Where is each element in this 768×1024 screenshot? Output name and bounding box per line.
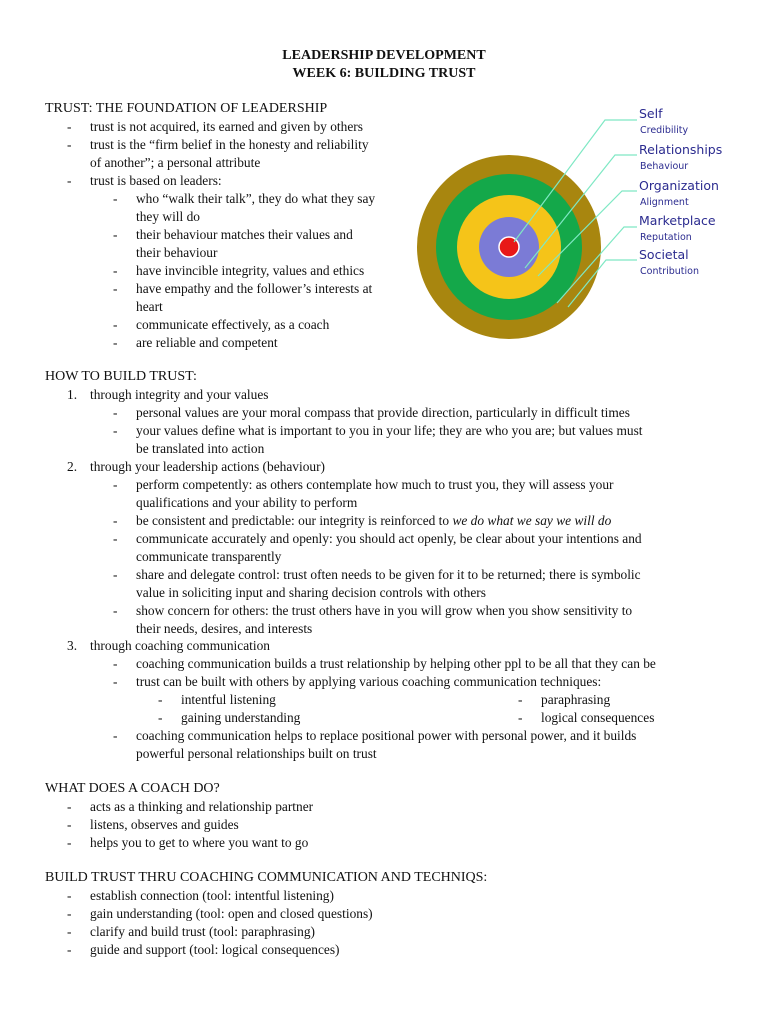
- list-item-line: coaching communication helps to replace positional power with personal power, and it builds: [136, 728, 637, 743]
- list-item-line: qualifications and your ability to perform: [136, 494, 358, 510]
- numbered-item-text: through your leadership actions (behaviour): [90, 459, 326, 474]
- bullet-dash: -: [67, 799, 72, 814]
- item-number: 2.: [67, 459, 78, 474]
- list-item-line: of another”; a personal attribute: [90, 154, 261, 170]
- list-item-text: [136, 512, 611, 530]
- list-item-text: communicate effectively, as a coach: [136, 317, 330, 332]
- bullet-dash: -: [113, 227, 118, 242]
- list-item-text: [136, 602, 632, 637]
- item-number: 1.: [67, 387, 78, 402]
- bullet-dash: -: [67, 942, 72, 957]
- bullet-dash: -: [113, 603, 118, 618]
- bullet-dash: -: [67, 924, 72, 939]
- list-item-line: trust is the “firm belief in the honesty and reliability: [90, 137, 369, 152]
- bullet-dash: -: [113, 317, 118, 332]
- section-heading-foundation: TRUST: THE FOUNDATION OF LEADERSHIP: [45, 101, 328, 116]
- list-item-text: [136, 226, 406, 261]
- label-credibility: Credibility: [640, 125, 689, 136]
- technique-text: intentful listening: [181, 692, 276, 707]
- bullet-dash: -: [158, 692, 163, 707]
- list-item-emphasis: we do what we say we will do: [452, 513, 612, 528]
- document-title: LEADERSHIP DEVELOPMENT: [282, 48, 486, 63]
- list-item-line: your values define what is important to you in your life; they are who you are; but values must: [136, 423, 643, 438]
- list-item-text: gain understanding (tool: open and closed questions): [90, 906, 373, 921]
- list-item-text: trust can be built with others by applying various coaching communication techniques:: [136, 674, 602, 689]
- list-item-text: helps you to get to where you want to go: [90, 835, 309, 850]
- label-relationships: Relationships: [639, 142, 723, 157]
- bullet-dash: -: [113, 728, 118, 743]
- bullet-dash: -: [113, 656, 118, 671]
- technique-text: gaining understanding: [181, 710, 301, 725]
- label-alignment: Alignment: [640, 197, 689, 208]
- bullet-dash: -: [113, 281, 118, 296]
- list-item-text: have invincible integrity, values and ethics: [136, 263, 365, 278]
- bullet-dash: -: [113, 405, 118, 420]
- label-marketplace: Marketplace: [639, 213, 716, 228]
- list-item-line: value in soliciting input and sharing decision controls with others: [136, 584, 486, 600]
- bullet-dash: -: [67, 137, 72, 152]
- bullet-dash: -: [67, 817, 72, 832]
- bullet-dash: -: [158, 710, 163, 725]
- bullet-dash: -: [113, 477, 118, 492]
- bullet-dash: -: [67, 906, 72, 921]
- list-item-text: [136, 727, 636, 762]
- list-item-line: who “walk their talk”, they do what they say: [136, 191, 376, 206]
- technique-text: logical consequences: [541, 710, 655, 725]
- list-item-line: powerful personal relationships built on trust: [136, 745, 377, 761]
- list-item-text: guide and support (tool: logical consequences): [90, 942, 340, 957]
- list-item-text: trust is based on leaders:: [90, 173, 222, 188]
- list-item-segment: be consistent and predictable: our integrity is reinforced to: [136, 513, 453, 528]
- numbered-item-text: through integrity and your values: [90, 387, 269, 402]
- list-item-text: [136, 280, 406, 315]
- bullet-dash: -: [67, 119, 72, 134]
- list-item-text: coaching communication builds a trust relationship by helping other ppl to be all that they can be: [136, 656, 656, 671]
- list-item-text: acts as a thinking and relationship partner: [90, 799, 314, 814]
- technique-text: paraphrasing: [541, 692, 611, 707]
- bullet-dash: -: [67, 835, 72, 850]
- list-item-text: [136, 190, 406, 225]
- bullet-dash: -: [67, 888, 72, 903]
- list-item-text: [136, 476, 614, 511]
- section-heading-coach: WHAT DOES A COACH DO?: [45, 781, 220, 796]
- label-societal: Societal: [639, 247, 689, 262]
- section-heading-build-trust: HOW TO BUILD TRUST:: [45, 369, 197, 384]
- bullet-dash: -: [518, 692, 523, 707]
- list-item-text: [136, 422, 643, 457]
- list-item-line: they will do: [136, 208, 200, 224]
- label-self: Self: [639, 106, 663, 121]
- list-item-text: personal values are your moral compass that provide direction, particularly in difficult times: [136, 405, 630, 420]
- bullet-dash: -: [113, 263, 118, 278]
- label-contribution: Contribution: [640, 266, 699, 277]
- bullet-dash: -: [67, 173, 72, 188]
- label-behaviour: Behaviour: [640, 161, 689, 172]
- label-organization: Organization: [639, 178, 719, 193]
- bullet-dash: -: [113, 513, 118, 528]
- list-item-text: [90, 136, 369, 171]
- numbered-item-text: through coaching communication: [90, 638, 270, 653]
- list-item-line: share and delegate control: trust often needs to be given for it to be returned; there is symbolic: [136, 567, 641, 582]
- list-item-line: communicate accurately and openly: you should act openly, be clear about your intentions and: [136, 531, 642, 546]
- bullet-dash: -: [113, 674, 118, 689]
- list-item-text: listens, observes and guides: [90, 817, 239, 832]
- bullet-dash: -: [113, 531, 118, 546]
- document-subtitle: WEEK 6: BUILDING TRUST: [292, 66, 476, 81]
- list-item-line: their behaviour matches their values and: [136, 227, 353, 242]
- bullet-dash: -: [113, 191, 118, 206]
- list-item-line: show concern for others: the trust others have in you will grow when you show sensitivity to: [136, 603, 633, 618]
- item-number: 3.: [67, 638, 78, 653]
- list-item-line: have empathy and the follower’s interests at: [136, 281, 373, 296]
- list-item-text: clarify and build trust (tool: paraphrasing): [90, 924, 315, 939]
- bullet-dash: -: [113, 567, 118, 582]
- list-item-line: their needs, desires, and interests: [136, 620, 313, 636]
- list-item-text: are reliable and competent: [136, 335, 278, 350]
- bullet-dash: -: [518, 710, 523, 725]
- list-item-line: perform competently: as others contemplate how much to trust you, they will assess your: [136, 477, 614, 492]
- list-item-line: heart: [136, 298, 163, 314]
- list-item-line: be translated into action: [136, 440, 265, 456]
- list-item-text: [136, 530, 642, 565]
- list-item-text: [136, 566, 641, 601]
- list-item-line: communicate transparently: [136, 548, 282, 564]
- bullet-dash: -: [113, 423, 118, 438]
- list-item-line: their behaviour: [136, 244, 218, 260]
- section-heading-techniques: BUILD TRUST THRU COACHING COMMUNICATION AND TECHNIQS:: [45, 870, 488, 885]
- list-item-text: establish connection (tool: intentful listening): [90, 888, 334, 903]
- list-item-text: trust is not acquired, its earned and given by others: [90, 119, 363, 134]
- label-reputation: Reputation: [640, 232, 692, 243]
- bullet-dash: -: [113, 335, 118, 350]
